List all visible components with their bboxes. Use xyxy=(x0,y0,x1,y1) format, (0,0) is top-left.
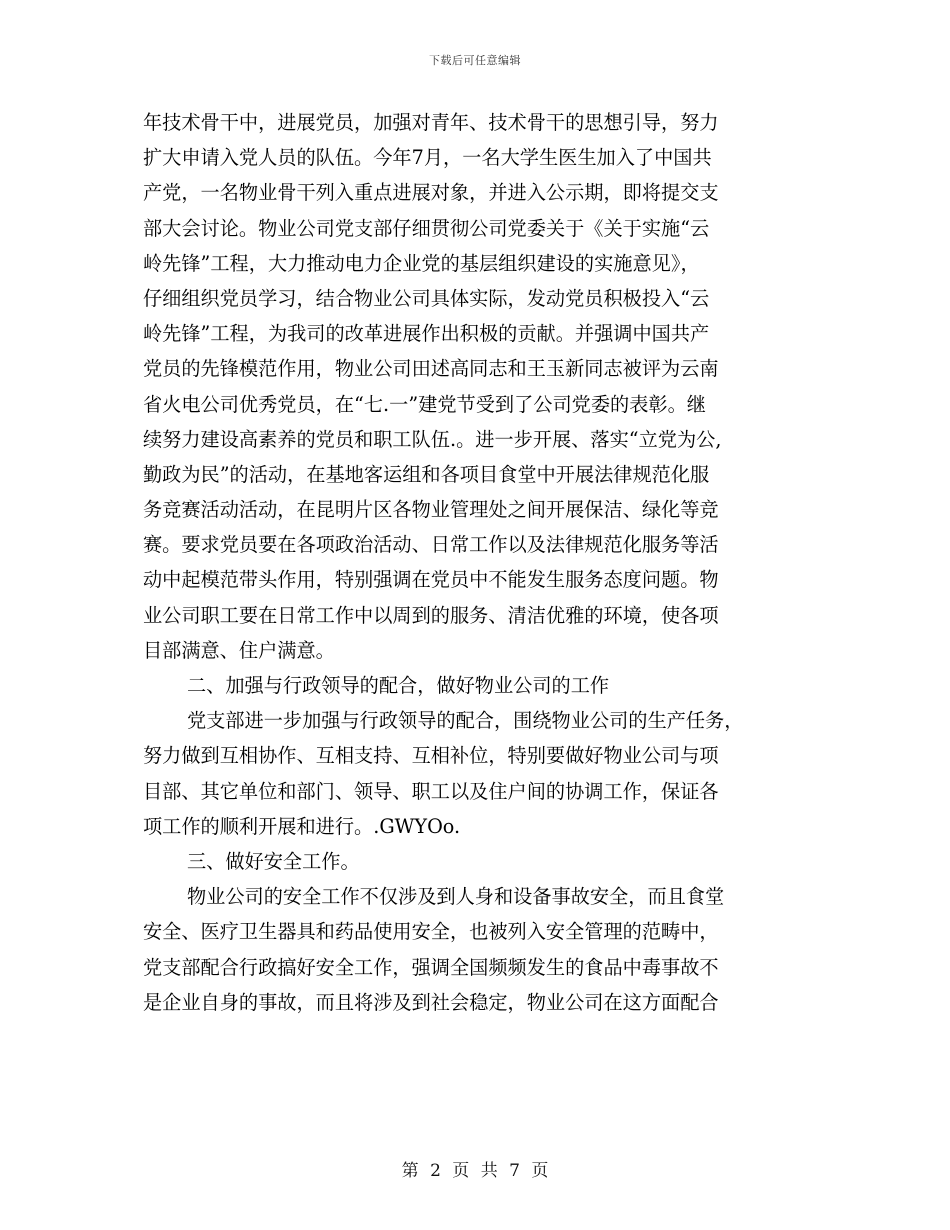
text-line: 产党，一名物业骨干列入重点进展对象，并进入公示期，即将提交支 xyxy=(143,181,719,205)
text-line: 党支部配合行政搞好安全工作，强调全国频频发生的食品中毒事故不 xyxy=(143,955,719,979)
text-line: 党员的先锋模范作用，物业公司田述高同志和王玉新同志被评为云南 xyxy=(143,357,719,381)
text-line: 安全、医疗卫生器具和药品使用安全，也被列入安全管理的范畴中， xyxy=(143,920,719,944)
page-number: 第 2 页 共 7 页 xyxy=(401,1161,549,1181)
text-line: 仔细组织党员学习，结合物业公司具体实际，发动党员积极投入“云 xyxy=(143,286,710,310)
text-line: 努力做到互相协作、互相支持、互相补位，特别要做好物业公司与项 xyxy=(143,744,719,768)
paragraph-start: 党支部进一步加强与行政领导的配合，围绕物业公司的生产任务， xyxy=(187,709,744,733)
text-line: 部大会讨论。物业公司党支部仔细贯彻公司党委关于《关于实施“云 xyxy=(143,216,710,240)
text-line: 省火电公司优秀党员，在“七.一”建党节受到了公司党委的表彰。继 xyxy=(143,392,706,416)
text-line: 赛。要求党员要在各项政治活动、日常工作以及法律规范化服务等活 xyxy=(143,533,719,557)
text-line: 扩大申请入党人员的队伍。今年7月，一名大学生医生加入了中国共 xyxy=(143,146,712,170)
text-line: 岭先锋”工程，大力推动电力企业党的基层组织建设的实施意见》， xyxy=(143,251,700,275)
text-line: 是企业自身的事故，而且将涉及到社会稳定，物业公司在这方面配合 xyxy=(143,990,719,1014)
section-heading: 二、加强与行政领导的配合，做好物业公司的工作 xyxy=(187,674,610,697)
text-line: 务竞赛活动活动，在昆明片区各物业管理处之间开展保洁、绿化等竞 xyxy=(143,498,719,522)
text-line: 目部满意、住户满意。 xyxy=(143,638,335,662)
text-line: 续努力建设高素养的党员和职工队伍.。进一步开展、落实“立党为公, xyxy=(143,427,722,451)
document-body xyxy=(143,105,811,1020)
text-line: 目部、其它单位和部门、领导、职工以及住户间的协调工作，保证各 xyxy=(143,779,719,803)
page-header: 下载后可任意编辑 xyxy=(429,54,521,67)
text-line: 项工作的顺利开展和进行。.GWYOo. xyxy=(143,814,461,838)
section-heading: 三、做好安全工作。 xyxy=(187,849,360,873)
text-line: 业公司职工要在日常工作中以周到的服务、清洁优雅的环境，使各项 xyxy=(143,603,719,627)
paragraph-start: 物业公司的安全工作不仅涉及到人身和设备事故安全，而且食堂 xyxy=(187,885,725,909)
text-line: 岭先锋”工程，为我司的改革进展作出积极的贡献。并强调中国共产 xyxy=(143,322,710,346)
text-line: 勤政为民”的活动，在基地客运组和各项目食堂中开展法律规范化服 xyxy=(143,462,710,486)
text-line: 年技术骨干中，进展党员，加强对青年、技术骨干的思想引导，努力 xyxy=(143,111,719,134)
text-line: 动中起模范带头作用，特别强调在党员中不能发生服务态度问题。物 xyxy=(143,568,719,592)
